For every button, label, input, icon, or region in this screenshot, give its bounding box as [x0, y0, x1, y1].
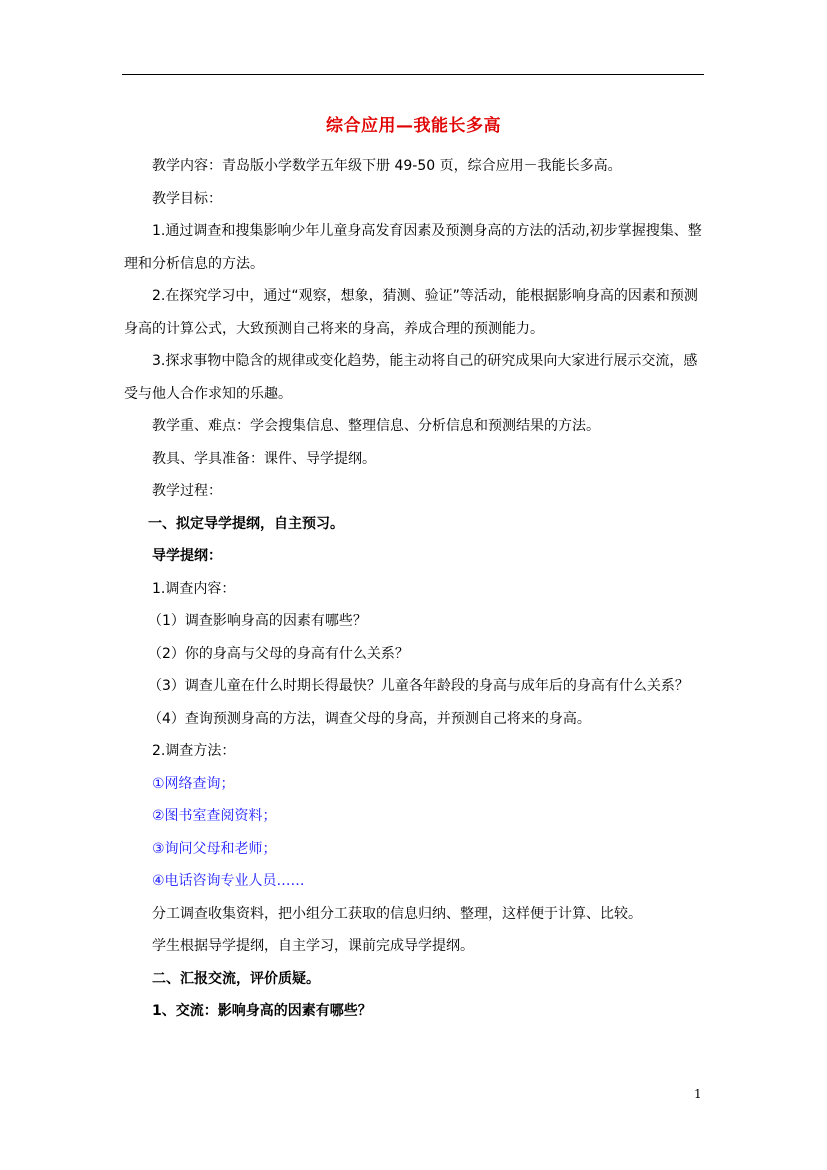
document-body [124, 150, 710, 1028]
survey-item-3: （3）调查儿童在什么时期长得最快？儿童各年龄段的身高与成年后的身高有什么关系？ [148, 678, 689, 694]
method-3: ③询问父母和老师； [152, 840, 277, 857]
survey-item-1: （1）调查影响身高的因素有哪些？ [148, 613, 367, 629]
teaching-aids: 教具、学具准备：课件、导学提纲。 [152, 450, 376, 467]
key-points: 教学重、难点：学会搜集信息、整理信息、分析信息和预测结果的方法。 [152, 418, 600, 434]
goal-1: 1.通过调查和搜集影响少年儿童身高发育因素及预测身高的方法的活动,初步掌握搜集、整理和分析信息的方法。 [124, 223, 702, 272]
header-rule [122, 74, 704, 75]
method-1: ①网络查询； [152, 775, 235, 792]
teaching-goals-heading: 教学目标： [152, 190, 222, 207]
method-2: ②图书室查阅资料； [152, 808, 277, 824]
teaching-process-heading: 教学过程： [152, 483, 222, 499]
teaching-content: 教学内容：青岛版小学数学五年级下册 49-50 页，综合应用－我能长多高。 [152, 158, 622, 174]
survey-method-heading: 2.调查方法： [152, 743, 236, 759]
self-study: 学生根据导学提纲，自主学习，课前完成导学提纲。 [152, 938, 474, 954]
goal-3: 3.探求事物中隐含的规律或变化趋势，能主动将自己的研究成果向大家进行展示交流，感受与他人合作求知的乐趣。 [124, 353, 698, 402]
survey-item-4: （4）查询预测身高的方法，调查父母的身高，并预测自己将来的身高。 [148, 710, 591, 727]
section-2-heading: 二、汇报交流，评价质疑。 [152, 970, 320, 987]
survey-content-heading: 1.调查内容： [152, 580, 236, 597]
section-1-heading: 一、拟定导学提纲，自主预习。 [148, 515, 344, 532]
study-outline-heading: 导学提纲： [152, 548, 222, 564]
exchange-question: 1、交流：影响身高的因素有哪些？ [152, 1003, 372, 1019]
goal-2: 2.在探究学习中，通过“观察，想象，猜测、验证”等活动，能根据影响身高的因素和预测身高的计算公式，大致预测自己将来的身高，养成合理的预测能力。 [124, 288, 698, 337]
method-4: ④电话咨询专业人员…… [152, 873, 305, 889]
survey-item-2: （2）你的身高与父母的身高有什么关系？ [148, 645, 409, 662]
page-number: 1 [694, 1087, 702, 1101]
page-title: 综合应用—我能长多高 [326, 116, 501, 136]
division-of-work: 分工调查收集资料，把小组分工获取的信息归纳、整理，这样便于计算、比较。 [152, 905, 642, 922]
